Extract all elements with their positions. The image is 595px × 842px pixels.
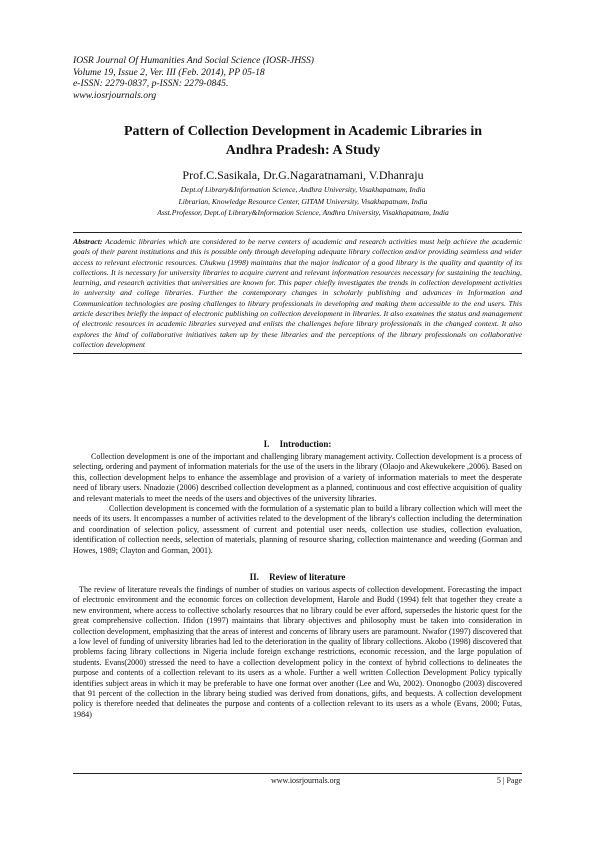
- section-2-heading: [73, 572, 522, 583]
- paper-title-line-2: Andhra Pradesh: A Study: [225, 142, 381, 158]
- section-1-number: I.: [263, 439, 270, 449]
- footer-website[interactable]: www.iosrjournals.org: [271, 776, 341, 785]
- section-1-title: Introduction:: [279, 439, 332, 449]
- section-2-paragraph: The review of literature reveals the findings of number of studies on various aspects of collection development. Forecasting the impact of electronic environment and the economic forces on collection development, Harole and Budd (1994) felt that together they create a new environment, where access to collective scholarly resources that no library could be ever afford, supersedes the historic quest for the great comprehensive collection. Ifidon (1997) maintains that library objectives and philosophy must be taken into consideration in collection development, emphasizing that the areas of interest and concerns of library users are paramount. Nwafor (1997) discovered that a low level of funding of university libraries had led to the deterioration in the quality of library collections. Akobo (1998) discovered that problems facing library collections in Nigeria include foreign exchange restrictions, economic recession, and the large population of students. Evans(2000) stressed the need to have a collection development policy in the context of hybrid collections to delineates the purpose and contents of a collection relevant to its users as a whole. Further a well written Collection Development Policy typically identifies subject areas in which it may be preferable to have one format over another (Lee and Wu, 2002). Ononogbo (2003) discovered that 91 percent of the collection in the library being studied was derived from donations, gifts, and bequests. A collection development policy is therefore needed that delineates the purpose and contents of a collection relevant to its users as a whole (Evans, 2000; Futas, 1984): [73, 585, 522, 719]
- section-2-title: Review of literature: [269, 572, 346, 582]
- section-1-paragraph-2: Collection development is concerned with the formulation of a systematic plan to build a library collection which will meet the needs of its users. It encompasses a number of activities related to the development of the library's collection including the determination and coordination of selection policy, assessment of current and potential user needs, collection use studies, collection evaluation, identification of collection needs, selection of materials, planning of resource sharing, collection maintenance and weeding (Gorman and Howes, 1989; Clayton and Gorman, 2001).: [73, 504, 522, 555]
- affiliation-3: Asst.Professor, Dept.of Library&Information Science, Andhra University, Visakhapatnam, India: [157, 208, 449, 218]
- abstract-label: Abstract:: [73, 237, 103, 246]
- section-2-body: [73, 585, 522, 720]
- affiliations: [73, 184, 533, 219]
- section-1-body: [73, 452, 522, 556]
- page-footer: [73, 773, 522, 785]
- affiliation-2: Librarian, Knowledge Resource Center, GITAM University, Visakhapatnam, India: [178, 196, 428, 206]
- journal-website[interactable]: www.iosrjournals.org: [73, 89, 157, 101]
- section-1-paragraph-1: Collection development is one of the important and challenging library management activity. Collection development is a process of selecting, ordering and payment of information materials for the use of the users in the library (Olaojo and Akewukekere ,2006). Based on this, collection development helps to enhance the assemblage and provision of a variety of information materials to meet the desperate need of library users. Nnadozie (2006) described collection development as a planned, continuous and cost effective acquisition of quality and relevant materials to meet the needs of the users and objectives of the university libraries.: [73, 452, 522, 503]
- paper-title: [73, 123, 533, 160]
- abstract-block: [73, 232, 522, 354]
- journal-name: IOSR Journal Of Humanities And Social Science (IOSR-JHSS): [73, 55, 314, 66]
- journal-issn: e-ISSN: 2279-0837, p-ISSN: 2279-0845.: [73, 78, 229, 90]
- affiliation-1: Dept.of Library&Information Science, Andhra University, Visakhapatnam, India: [180, 185, 426, 194]
- paper-title-line-1: Pattern of Collection Development in Academic Libraries in: [123, 124, 483, 139]
- author-list: Prof.C.Sasikala, Dr.G.Nagaratnamani, V.Dhanraju: [182, 168, 424, 182]
- section-1-heading: [73, 439, 522, 450]
- journal-volume: Volume 19, Issue 2, Ver. III (Feb. 2014), PP 05-18: [73, 66, 265, 78]
- abstract-text: Academic libraries which are considered to be nerve centers of academic and research activities must help achieve the academic goals of their parent institutions and this is possible only through developing adequate library collection and/or providing seamless and wider access to relevant electronic resources. Chukwu (1998) maintains that the major indicator of a good library is the quality and quantity of its collections. It is necessary for university libraries to acquire current and relevant information resources necessary for sustaining the teaching, learning, and research activities that universities are known for. This paper chiefly investigates the trends in collection development activities in university and college libraries. Further the contemporary changes in scholarly publishing and advances in Information and Communication technologies are posing challenges to library professionals in developing and making them accessible to the end users. This article describes briefly the impact of electronic publishing on collection development in libraries. It also examines the status and management of electronic resources in academic libraries surveyed and enlists the challenges before library professionals in the changed context. It also explores the kind of collaborative initiatives taken up by these libraries and the perceptions of the library professionals on collaborative collection development: [73, 237, 522, 349]
- section-2-number: II.: [249, 572, 259, 582]
- page-number: 5 | Page: [496, 776, 522, 785]
- journal-header: [73, 55, 533, 101]
